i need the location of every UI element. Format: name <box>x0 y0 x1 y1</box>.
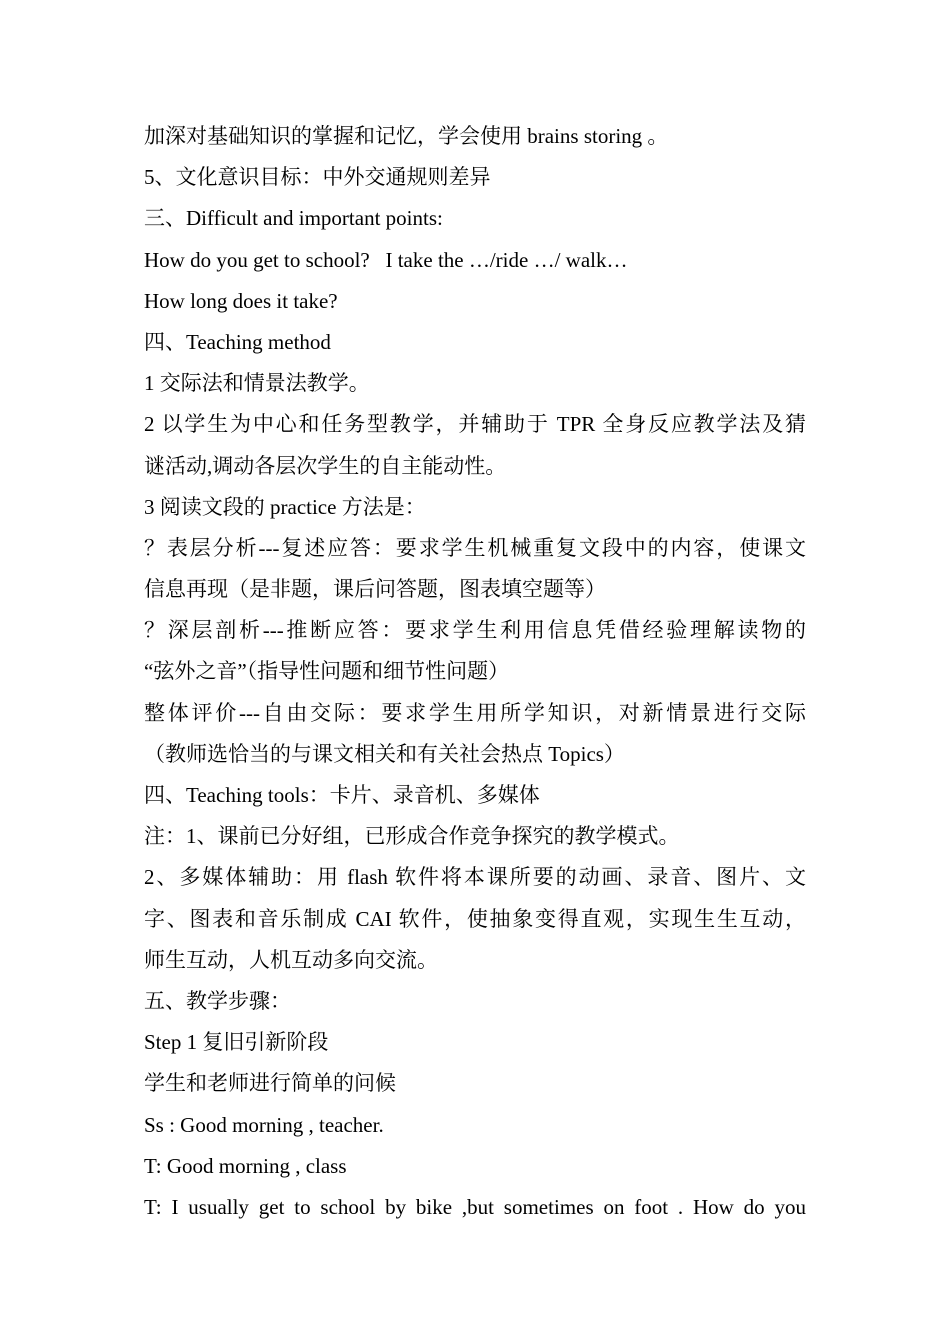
text-line: “弦外之音”（指导性问题和细节性问题） <box>144 659 510 684</box>
text-line: 字、图表和音乐制成 CAI 软件，使抽象变得直观，实现生生互动， <box>144 906 806 931</box>
text-line: 1 交际法和情景法教学。 <box>144 371 370 396</box>
text-line: Ss : Good morning , teacher. <box>144 1112 384 1137</box>
text-line: How do you get to school? I take the …/ride …/ walk… <box>144 247 628 272</box>
text-line: 整体评价---自由交际：要求学生用所学知识，对新情景进行交际 <box>144 700 806 725</box>
text-line: 加深对基础知识的掌握和记忆，学会使用 brains storing 。 <box>144 124 669 148</box>
text-line: 注：1、课前已分好组，已形成合作竞争探究的教学模式。 <box>144 824 680 849</box>
text-line: 2、多媒体辅助：用 flash 软件将本课所要的动画、录音、图片、文 <box>144 865 806 890</box>
text-line: 师生互动，人机互动多向交流。 <box>144 947 438 972</box>
text-line: ？表层分析---复述应答：要求学生机械重复文段中的内容，使课文 <box>144 535 806 560</box>
text-line: T: I usually get to school by bike ,but sometimes on foot . How do you <box>144 1194 806 1219</box>
text-line: 信息再现（是非题，课后问答题，图表填空题等） <box>144 577 606 602</box>
text-line: How long does it take? <box>144 288 338 313</box>
section-heading: 五、教学步骤： <box>144 988 291 1013</box>
text-line: 2 以学生为中心和任务型教学，并辅助于 TPR 全身反应教学法及猜 <box>144 412 806 437</box>
section-heading: 四、Teaching method <box>144 329 331 354</box>
text-line: 学生和老师进行简单的问候 <box>144 1071 396 1096</box>
text-line: Step 1 复旧引新阶段 <box>144 1030 329 1055</box>
text-line: 谜活动,调动各层次学生的自主能动性。 <box>144 453 507 478</box>
section-heading: 三、Difficult and important points: <box>144 206 443 231</box>
text-line: （教师选恰当的与课文相关和有关社会热点 Topics） <box>144 741 625 766</box>
text-line: T: Good morning , class <box>144 1153 347 1178</box>
document-body <box>144 116 806 1228</box>
text-line: 5、文化意识目标：中外交通规则差异 <box>144 165 491 190</box>
text-line: ？深层剖析---推断应答：要求学生利用信息凭借经验理解读物的 <box>144 618 806 643</box>
section-heading: 四、Teaching tools：卡片、录音机、多媒体 <box>144 783 540 807</box>
text-line: 3 阅读文段的 practice 方法是： <box>144 494 426 519</box>
